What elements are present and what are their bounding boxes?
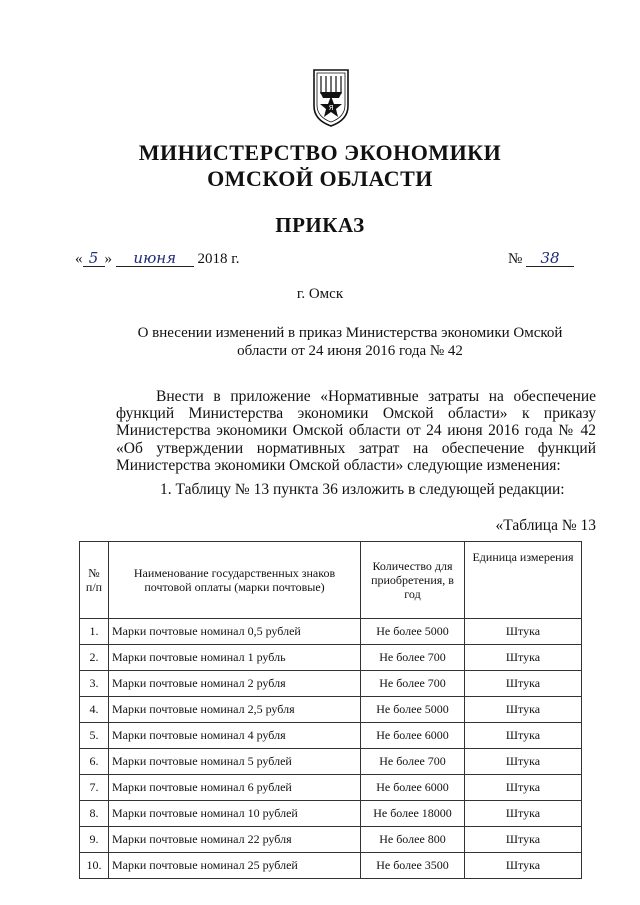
row-quantity: Не более 5000 bbox=[361, 619, 465, 645]
header-number: № п/п bbox=[80, 542, 109, 619]
table-row bbox=[80, 801, 582, 827]
row-quantity: Не более 700 bbox=[361, 671, 465, 697]
row-unit: Штука bbox=[465, 671, 582, 697]
order-body bbox=[116, 388, 596, 474]
order-subject bbox=[110, 324, 590, 360]
row-quantity: Не более 5000 bbox=[361, 697, 465, 723]
table-caption: «Таблица № 13 bbox=[495, 517, 596, 534]
row-name: Марки почтовые номинал 22 рубля bbox=[109, 827, 361, 853]
table-row bbox=[80, 775, 582, 801]
row-quantity: Не более 18000 bbox=[361, 801, 465, 827]
table-row bbox=[80, 853, 582, 879]
row-name: Марки почтовые номинал 5 рублей bbox=[109, 749, 361, 775]
row-name: Марки почтовые номинал 10 рублей bbox=[109, 801, 361, 827]
row-unit: Штука bbox=[465, 853, 582, 879]
row-number: 10. bbox=[80, 853, 109, 879]
row-name: Марки почтовые номинал 4 рубля bbox=[109, 723, 361, 749]
table-row bbox=[80, 827, 582, 853]
table-row bbox=[80, 645, 582, 671]
body-paragraph: Внести в приложение «Нормативные затраты на обеспечение функций Министерства экономики Омской области» к приказу Министерства экономики Омской области от 24 июня 2016 года № 42 «Об утверждении нормативных затрат на обеспечение функций Министерства экономики Омской области» следующие изменения: bbox=[116, 388, 596, 474]
row-unit: Штука bbox=[465, 749, 582, 775]
row-number: 1. bbox=[80, 619, 109, 645]
order-year: 2018 г. bbox=[197, 251, 240, 267]
document-type-title: ПРИКАЗ bbox=[275, 213, 365, 237]
row-number: 9. bbox=[80, 827, 109, 853]
row-unit: Штука bbox=[465, 697, 582, 723]
row-quantity: Не более 800 bbox=[361, 827, 465, 853]
row-name: Марки почтовые номинал 25 рублей bbox=[109, 853, 361, 879]
city-name: г. Омск bbox=[296, 286, 344, 302]
row-name: Марки почтовые номинал 1 рубль bbox=[109, 645, 361, 671]
row-unit: Штука bbox=[465, 619, 582, 645]
header-quantity: Количество для приобретения, в год bbox=[361, 542, 465, 619]
table-row bbox=[80, 619, 582, 645]
table-row bbox=[80, 697, 582, 723]
order-month: июня bbox=[116, 251, 194, 267]
row-unit: Штука bbox=[465, 801, 582, 827]
table-row bbox=[80, 671, 582, 697]
row-number: 8. bbox=[80, 801, 109, 827]
row-quantity: Не более 6000 bbox=[361, 723, 465, 749]
row-number: 6. bbox=[80, 749, 109, 775]
row-quantity: Не более 3500 bbox=[361, 853, 465, 879]
ministry-title-line1: МИНИСТЕРСТВО ЭКОНОМИКИ bbox=[138, 140, 502, 165]
row-unit: Штука bbox=[465, 827, 582, 853]
row-unit: Штука bbox=[465, 645, 582, 671]
svg-text:Я: Я bbox=[328, 104, 334, 112]
table-header-row bbox=[80, 542, 582, 619]
change-item-1: 1. Таблицу № 13 пункта 36 изложить в следующей редакции: bbox=[160, 481, 565, 498]
row-name: Марки почтовые номинал 0,5 рублей bbox=[109, 619, 361, 645]
row-quantity: Не более 700 bbox=[361, 749, 465, 775]
header-name: Наименование государственных знаков почтовой оплаты (марки почтовые) bbox=[109, 542, 361, 619]
header-unit: Единица измерения bbox=[465, 542, 582, 619]
subject-line-2: области от 24 июня 2016 года № 42 bbox=[237, 343, 463, 359]
row-number: 2. bbox=[80, 645, 109, 671]
row-name: Марки почтовые номинал 6 рублей bbox=[109, 775, 361, 801]
table-row bbox=[80, 749, 582, 775]
order-day: 5 bbox=[83, 251, 105, 267]
row-name: Марки почтовые номинал 2 рубля bbox=[109, 671, 361, 697]
row-number: 7. bbox=[80, 775, 109, 801]
coat-of-arms-emblem bbox=[311, 68, 351, 128]
order-date: « 5 » июня 2018 г. bbox=[75, 249, 240, 267]
ministry-title-line2: ОМСКОЙ ОБЛАСТИ bbox=[207, 166, 433, 191]
row-name: Марки почтовые номинал 2,5 рубля bbox=[109, 697, 361, 723]
row-number: 3. bbox=[80, 671, 109, 697]
table-row bbox=[80, 723, 582, 749]
row-quantity: Не более 6000 bbox=[361, 775, 465, 801]
row-number: 5. bbox=[80, 723, 109, 749]
order-number: 38 bbox=[526, 251, 574, 267]
row-number: 4. bbox=[80, 697, 109, 723]
order-number-label: № bbox=[508, 251, 523, 267]
row-quantity: Не более 700 bbox=[361, 645, 465, 671]
row-unit: Штука bbox=[465, 723, 582, 749]
subject-line-1: О внесении изменений в приказ Министерства экономики Омской bbox=[137, 325, 563, 341]
row-unit: Штука bbox=[465, 775, 582, 801]
order-number-block bbox=[508, 251, 574, 268]
postage-stamps-table bbox=[79, 541, 582, 879]
